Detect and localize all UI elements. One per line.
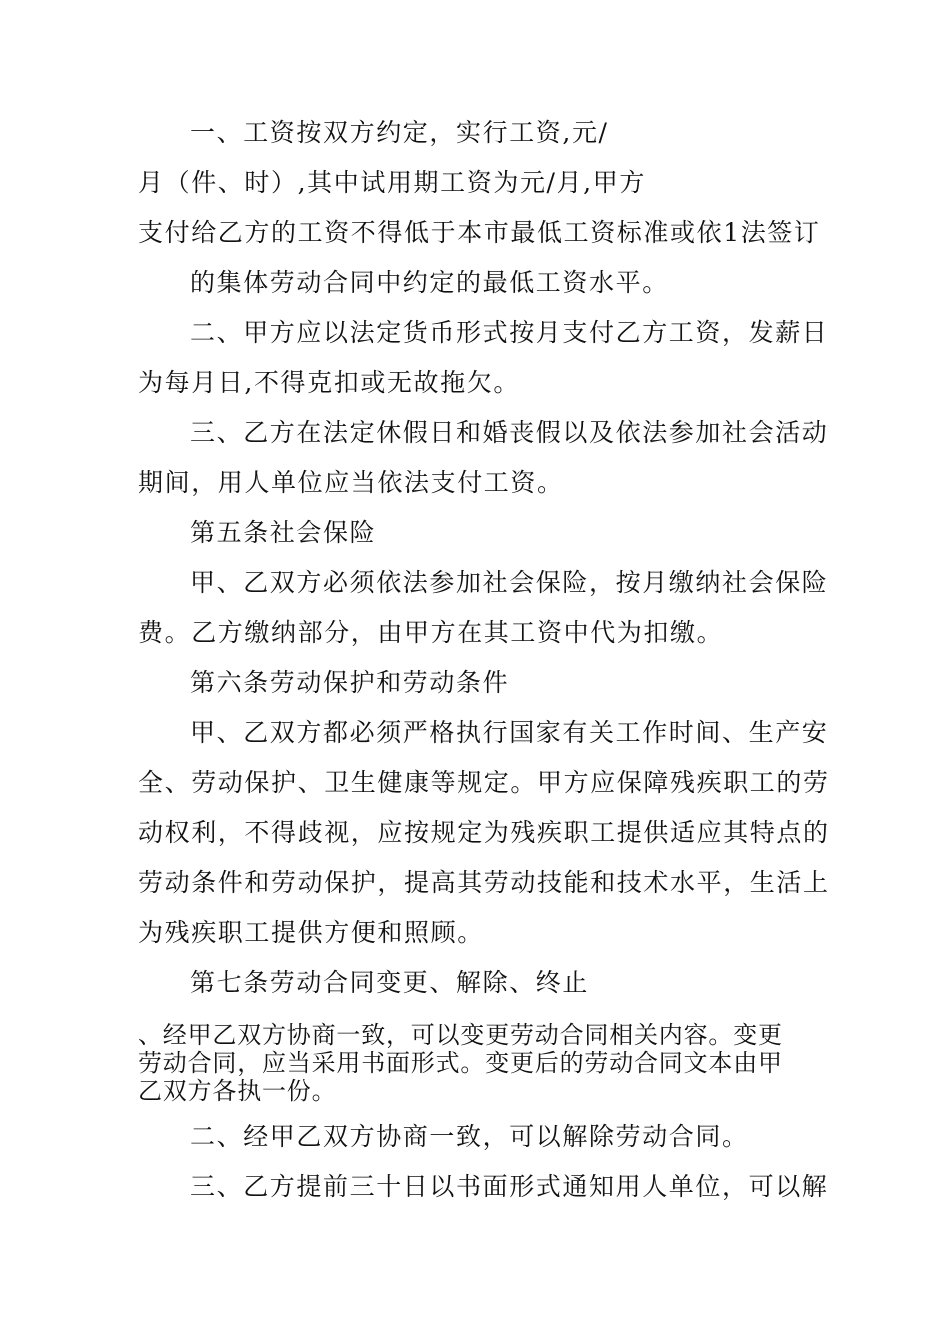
- text-line: 劳动条件和劳动保护，提高其劳动技能和技术水平，生活上: [138, 868, 830, 897]
- text-line: 二、经甲乙双方协商一致，可以解除劳动合同。: [190, 1122, 749, 1151]
- text-line: 劳动合同，应当采用书面形式。变更后的劳动合同文本由甲: [138, 1049, 783, 1077]
- text-line: 甲、乙双方都必须严格执行国家有关工作时间、生产安: [190, 718, 829, 747]
- text-line: 月（件、时）,其中试用期工资为元/月,甲方: [138, 168, 646, 197]
- text-line: 的集体劳动合同中约定的最低工资水平。: [190, 268, 669, 297]
- text-line: 支付给乙方的工资不得低于本市最低工资标准或依1法签订: [138, 218, 821, 247]
- section-heading: 第七条劳动合同变更、解除、终止: [190, 968, 590, 997]
- text-line: 乙双方各执一份。: [138, 1077, 337, 1105]
- section-heading: 第六条劳动保护和劳动条件: [190, 668, 510, 697]
- text-line: 三、乙方提前三十日以书面形式通知用人单位，可以解: [190, 1172, 829, 1201]
- text-line: 一、工资按双方约定，实行工资,元/: [190, 118, 609, 147]
- text-line: 全、劳动保护、卫生健康等规定。甲方应保障残疾职工的劳: [138, 768, 830, 797]
- text-line: 动权利，不得歧视，应按规定为残疾职工提供适应其特点的: [138, 818, 830, 847]
- text-line: 二、甲方应以法定货币形式按月支付乙方工资，发薪日: [190, 318, 829, 347]
- text-line: 甲、乙双方必须依法参加社会保险，按月缴纳社会保险: [190, 568, 829, 597]
- text-line: 为每月日,不得克扣或无故拖欠。: [138, 368, 520, 397]
- text-line: 期间，用人单位应当依法支付工资。: [138, 468, 564, 497]
- text-line: 三、乙方在法定休假日和婚丧假以及依法参加社会活动: [190, 418, 829, 447]
- text-line: 费。乙方缴纳部分，由甲方在其工资中代为扣缴。: [138, 618, 724, 647]
- text-line: 为残疾职工提供方便和照顾。: [138, 918, 484, 947]
- section-heading: 第五条社会保险: [190, 518, 377, 547]
- text-line: 、经甲乙双方协商一致，可以变更劳动合同相关内容。变更: [138, 1021, 783, 1049]
